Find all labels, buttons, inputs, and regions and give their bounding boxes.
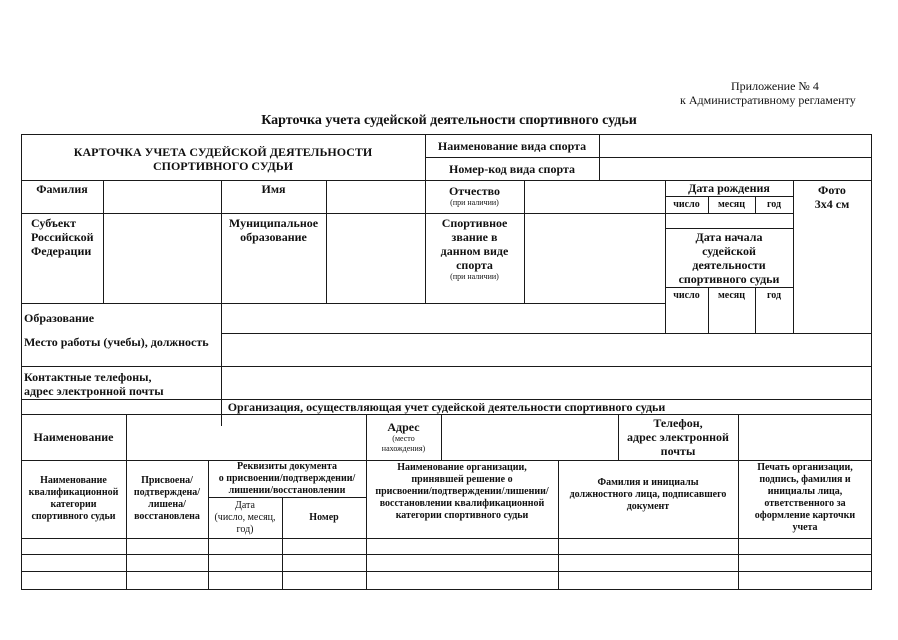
org-phone-label: Телефон, адрес электронной почты <box>627 416 729 458</box>
seal-signature-header: Печать организации, подпись, фамилия и инициалы лица, ответственного за оформление карточки учета <box>754 462 856 533</box>
municipality-field[interactable] <box>327 214 424 303</box>
document-title: Карточка учета судейской деятельности спортивного судьи <box>261 113 637 128</box>
org-section-heading: Организация, осуществляющая учет судейской деятельности спортивного судьи <box>227 399 666 414</box>
sport-title-field[interactable] <box>525 214 664 303</box>
contacts-field[interactable] <box>222 367 871 399</box>
registration-card <box>21 134 872 590</box>
org-name-label: Наименование <box>33 430 114 444</box>
birth-day-label: число <box>673 199 700 210</box>
surname-label: Фамилия <box>36 181 88 196</box>
workplace-field[interactable] <box>222 334 871 366</box>
document-number-header: Номер <box>309 512 339 523</box>
sport-code-field[interactable] <box>600 158 870 180</box>
workplace-label: Место работы (учебы), должность <box>24 335 209 349</box>
regulation-reference: к Административному регламенту <box>680 93 856 107</box>
card-heading: КАРТОЧКА УЧЕТА СУДЕЙСКОЙ ДЕЯТЕЛЬНОСТИ СПОРТИВНОГО СУДЬИ <box>73 145 373 173</box>
sport-code-label: Номер-код вида спорта <box>448 162 576 176</box>
status-header: Присвоена/ подтверждена/ лишена/ восстановлена <box>133 475 201 522</box>
sport-name-field[interactable] <box>600 135 870 157</box>
contacts-label: Контактные телефоны, адрес электронной почты <box>24 370 164 398</box>
document-details-header: Реквизиты документа о присвоении/подтверждении/ лишении/восстановлении <box>218 461 356 496</box>
start-month-label: месяц <box>718 289 745 301</box>
patronymic-note: (при наличии) <box>450 198 499 207</box>
education-field[interactable] <box>222 304 665 333</box>
start-day-label: число <box>673 289 700 301</box>
first-name-field[interactable] <box>327 181 424 213</box>
photo-placeholder: Фото 3х4 см <box>814 183 850 211</box>
table-row[interactable] <box>22 555 871 571</box>
signing-official-header: Фамилия и инициалы должностного лица, подписавшего документ <box>569 477 727 512</box>
birth-month-label: месяц <box>718 199 745 210</box>
surname-field[interactable] <box>104 181 220 213</box>
org-phone-field[interactable] <box>739 415 871 460</box>
start-year-label: год <box>766 289 782 301</box>
sport-title-note: (при наличии) <box>450 272 499 281</box>
qualification-category-header: Наименование квалификационной категории спортивного судьи <box>28 475 119 522</box>
table-row[interactable] <box>22 572 871 589</box>
municipality-label: Муниципальное образование <box>228 216 319 244</box>
judging-start-label: Дата начала судейской деятельности спортивного судьи <box>678 230 780 286</box>
patronymic-field[interactable] <box>525 181 664 213</box>
region-field[interactable] <box>104 214 220 303</box>
region-label: Субъект Российской Федерации <box>31 216 94 258</box>
org-name-field[interactable] <box>127 415 366 460</box>
education-label: Образование <box>24 311 95 325</box>
org-address-field[interactable] <box>442 415 618 460</box>
sport-name-label: Наименование вида спорта <box>437 138 587 153</box>
org-address-label: Адрес (место нахождения) <box>381 420 426 453</box>
deciding-organization-header: Наименование организации, принявшей решение о присвоении/подтверждении/лишении/ восстановлении квалификационной категории спортивного судьи <box>375 462 549 521</box>
birth-year-label: год <box>766 199 782 210</box>
document-date-header: Дата (число, месяц, год) <box>214 500 276 535</box>
appendix-number: Приложение № 4 <box>731 79 819 93</box>
sport-title-label: Спортивное звание в данном виде спорта (при наличии) <box>440 216 509 281</box>
patronymic-label: Отчество (при наличии) <box>448 184 501 207</box>
first-name-label: Имя <box>261 181 286 196</box>
birth-date-label: Дата рождения <box>688 181 770 195</box>
table-row[interactable] <box>22 539 871 554</box>
